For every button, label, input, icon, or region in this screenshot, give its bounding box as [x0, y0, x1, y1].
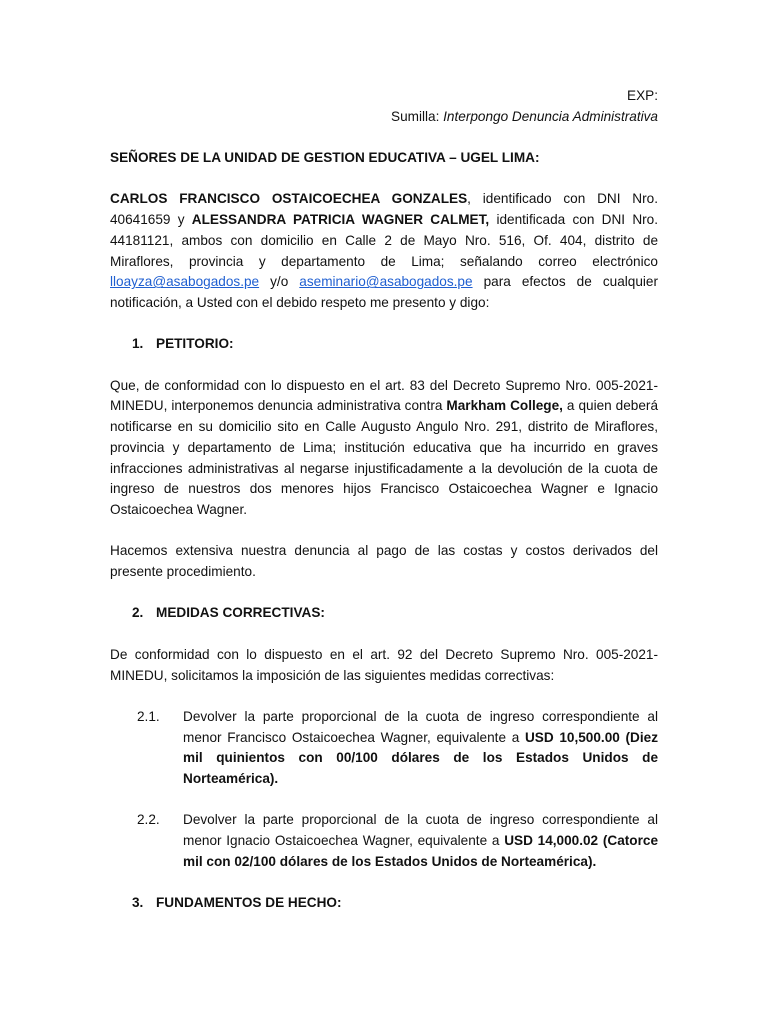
- intro-text-2: identificada con DNI Nro. 44181121, ambos con domicilio en Calle 2 de Mayo Nro. 516, Of. 404, distrito de Miraflores, provincia y departamento de Lima; señalando correo electrónico: [110, 212, 658, 269]
- measure-description: Devolver la parte proporcional de la cuota de ingreso correspondiente al menor Francisco Ostaicoechea Wagner, equivalente a: [183, 708, 658, 745]
- section-number: 2.: [132, 605, 144, 621]
- email-link-2[interactable]: aseminario@asabogados.pe: [299, 274, 473, 290]
- petitioner-name-2: ALESSANDRA PATRICIA WAGNER CALMET,: [191, 212, 490, 228]
- petitorio-text-b: a quien deberá notificarse en su domicilio sito en Calle Augusto Angulo Nro. 291, distrito de Miraflores, provincia y departamento de Lima; institución educativa que ha incurrido en graves infracciones administrativas al negarse injustificadamente a la devolución de la cuota de ingreso de nuestros dos menores hijos Francisco Ostaicoechea Wagner e Ignacio Ostaicoechea Wagner.: [110, 398, 659, 517]
- measure-number: 2.1.: [137, 708, 160, 724]
- intro-paragraph: [110, 189, 658, 313]
- section-title: PETITORIO:: [156, 336, 234, 352]
- petitorio-paragraph-2: Hacemos extensiva nuestra denuncia al pago de las costas y costos derivados del presente procedimiento.: [110, 543, 658, 580]
- sumilla-text: Interpongo Denuncia Administrativa: [443, 108, 658, 124]
- measure-item: [110, 707, 658, 790]
- section-title: MEDIDAS CORRECTIVAS:: [156, 605, 325, 621]
- measure-amount: USD 14,000.02 (Catorce mil con 02/100 dólares de los Estados Unidos de Norteamérica).: [183, 833, 658, 869]
- section-heading-fundamentos: [110, 893, 658, 914]
- section-heading-medidas: [110, 603, 658, 624]
- addressee: SEÑORES DE LA UNIDAD DE GESTION EDUCATIVA – UGEL LIMA:: [110, 150, 540, 166]
- measure-text: [183, 707, 658, 790]
- petitorio-paragraph-1: [110, 376, 658, 521]
- petitorio-text-a: Que, de conformidad con lo dispuesto en el art. 83 del Decreto Supremo Nro. 005-2021-MINEDU, interponemos denuncia administrativa contra: [110, 377, 658, 414]
- exp-line: [110, 86, 658, 107]
- sumilla-line: [110, 107, 658, 128]
- respondent-name: Markham College,: [446, 398, 563, 414]
- measure-number: 2.2.: [137, 812, 160, 828]
- email-link-1[interactable]: lloayza@asabogados.pe: [110, 274, 260, 290]
- exp-label: EXP:: [627, 88, 658, 103]
- measure-item: [110, 810, 658, 872]
- section-title: FUNDAMENTOS DE HECHO:: [156, 895, 342, 911]
- petitioner-name-1: CARLOS FRANCISCO OSTAICOECHEA GONZALES: [110, 191, 468, 207]
- section-heading-petitorio: [110, 334, 658, 355]
- sumilla-label: Sumilla:: [391, 108, 444, 124]
- measure-amount: USD 10,500.00 (Diez mil quinientos con 00/100 dólares de los Estados Unidos de Norteamérica).: [183, 729, 658, 787]
- measure-description: Devolver la parte proporcional de la cuota de ingreso correspondiente al menor Ignacio Ostaicoechea Wagner, equivalente a: [183, 812, 658, 849]
- intro-text-3: y/o: [259, 274, 300, 290]
- section-number: 1.: [132, 336, 144, 352]
- intro-text-4: para efectos de cualquier notificación, a Usted con el debido respeto me presento y digo:: [110, 274, 659, 310]
- medidas-paragraph: De conformidad con lo dispuesto en el art. 92 del Decreto Supremo Nro. 005-2021-MINEDU, solicitamos la imposición de las siguientes medidas correctivas:: [110, 646, 658, 683]
- document-body: [110, 86, 658, 914]
- section-number: 3.: [132, 895, 144, 911]
- measure-text: [183, 810, 658, 872]
- intro-text-1: , identificado con DNI Nro. 40641659 y: [110, 191, 658, 228]
